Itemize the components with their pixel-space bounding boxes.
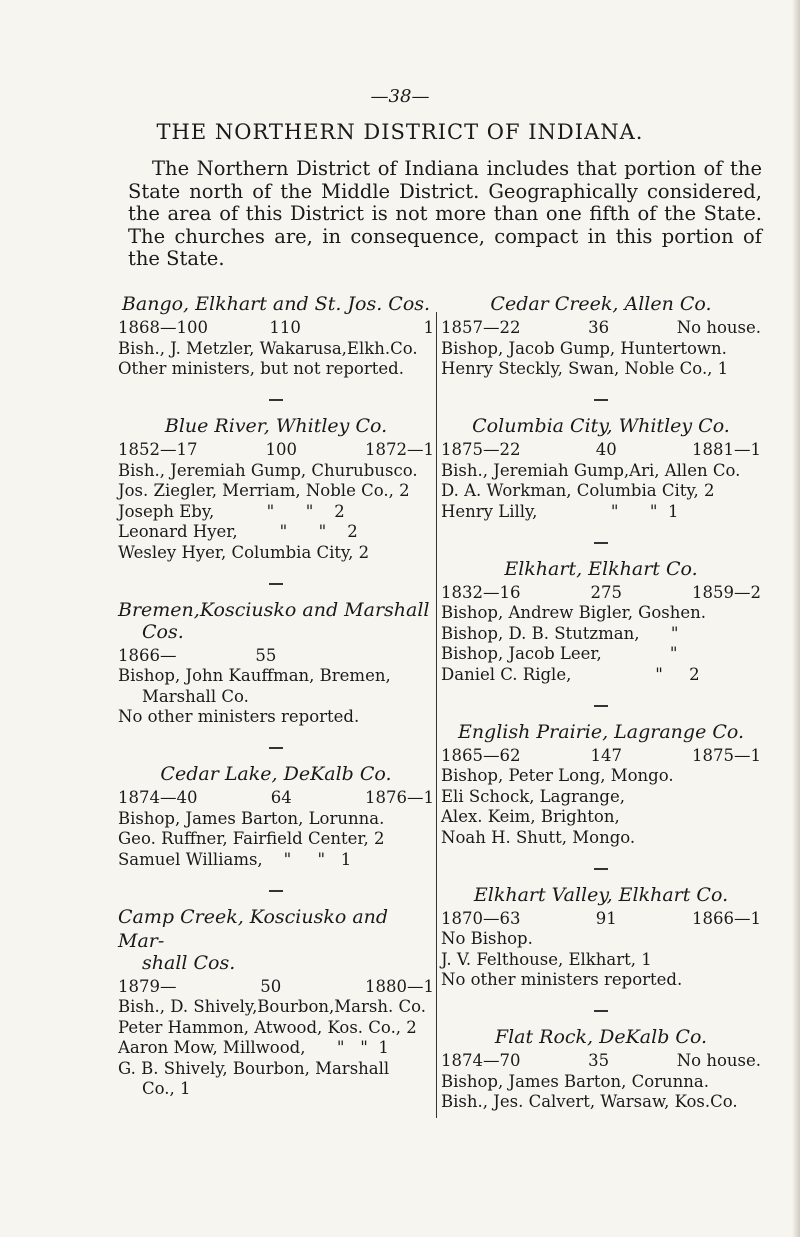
page-edge-shadow bbox=[792, 0, 800, 1237]
entry-separator bbox=[441, 390, 761, 411]
minister-line: Leonard Hyer, " " 2 bbox=[118, 522, 358, 541]
church-name: Flat Rock, DeKalb Co. bbox=[494, 1026, 708, 1048]
stat-value: 1859—2 bbox=[692, 582, 761, 602]
church-entry bbox=[118, 414, 434, 563]
separator-dash bbox=[594, 868, 608, 870]
minister-line: Wesley Hyer, Columbia City, 2 bbox=[118, 542, 370, 562]
page-title: THE NORTHERN DISTRICT OF INDIANA. bbox=[156, 120, 644, 144]
entry-separator bbox=[441, 695, 761, 716]
stat-value: No house. bbox=[676, 1051, 761, 1070]
minister-line: Marshall Co. bbox=[142, 686, 249, 706]
stat-value: 275 bbox=[590, 582, 622, 602]
minister-line: Bishop, James Barton, Lorunna. bbox=[118, 808, 385, 828]
church-name: Columbia City, Whitley Co. bbox=[472, 415, 730, 437]
church-name: Bremen,Kosciusko and Marshall bbox=[118, 598, 430, 621]
church-stats bbox=[441, 909, 761, 930]
church-entry bbox=[441, 720, 761, 849]
minister-line: Noah H. Shutt, Mongo. bbox=[441, 827, 636, 847]
minister-line: Joseph Eby, " " 2 bbox=[118, 501, 345, 521]
stat-value: 91 bbox=[595, 908, 617, 928]
church-stats bbox=[118, 318, 434, 339]
minister-line: Bishop, Jacob Leer, " bbox=[441, 644, 678, 663]
minister-line: Samuel Williams, " " 1 bbox=[118, 849, 352, 869]
stat-value: 50 bbox=[260, 976, 282, 996]
left-column bbox=[118, 292, 434, 1110]
church-stats bbox=[441, 583, 761, 604]
minister-line: Geo. Ruffner, Fairfield Center, 2 bbox=[118, 829, 385, 848]
church-entry bbox=[118, 292, 434, 380]
church-entry bbox=[118, 762, 434, 870]
church-name: Cedar Creek, Allen Co. bbox=[490, 293, 712, 315]
minister-line: Bishop, Jacob Gump, Huntertown. bbox=[441, 338, 727, 358]
minister-line: Bishop, John Kauffman, Bremen, bbox=[118, 666, 391, 685]
minister-line: Henry Lilly, " " 1 bbox=[441, 501, 679, 521]
stat-value: 110 bbox=[269, 318, 301, 337]
minister-line: Bish., Jeremiah Gump, Churubusco. bbox=[118, 460, 418, 480]
minister-line: Aaron Mow, Millwood, " " 1 bbox=[118, 1038, 389, 1057]
minister-line: D. A. Workman, Columbia City, 2 bbox=[441, 481, 715, 500]
minister-line: Bish., J. Metzler, Wakarusa,Elkh.Co. bbox=[118, 338, 418, 358]
stat-value: 40 bbox=[595, 440, 617, 459]
entry-separator bbox=[441, 532, 761, 553]
minister-line: J. V. Felthouse, Elkhart, 1 bbox=[441, 949, 652, 969]
intro-paragraph bbox=[128, 158, 762, 271]
minister-line: Alex. Keim, Brighton, bbox=[441, 807, 620, 826]
stat-value: 1874—70 bbox=[441, 1051, 521, 1070]
entry-separator bbox=[441, 1001, 761, 1022]
church-stats bbox=[441, 746, 761, 767]
separator-dash bbox=[269, 890, 283, 892]
church-stats bbox=[441, 440, 761, 461]
stat-value: 35 bbox=[588, 1051, 610, 1070]
page-number: —38— bbox=[370, 86, 430, 107]
separator-dash bbox=[594, 1010, 608, 1012]
stat-value: 1880—1 bbox=[365, 976, 434, 996]
stat-value: 1832—16 bbox=[441, 582, 521, 602]
stat-value: No house. bbox=[676, 318, 761, 337]
stat-value: 1852—17 bbox=[118, 440, 198, 459]
stat-value: 1866— bbox=[118, 645, 177, 665]
stat-value: 1866—1 bbox=[692, 908, 761, 928]
church-stats bbox=[118, 977, 434, 998]
church-name: Elkhart Valley, Elkhart Co. bbox=[473, 883, 729, 906]
minister-line: Bishop, James Barton, Corunna. bbox=[441, 1071, 709, 1091]
minister-line: Bishop, D. B. Stutzman, " bbox=[441, 623, 679, 643]
minister-line: Bish., D. Shively,Bourbon,Marsh. Co. bbox=[118, 997, 426, 1016]
church-stats bbox=[441, 1051, 761, 1072]
intro-text: The Northern District of Indiana includes that portion of the State north of the Middle District. Geographically considered, the area of this District is not more than one fifth of the State. The churches are, in consequence, compact in this portion of the State. bbox=[128, 157, 762, 270]
church-name: Bango, Elkhart and St. Jos. Cos. bbox=[121, 293, 431, 315]
entry-separator bbox=[118, 738, 434, 759]
stat-value: 1870—63 bbox=[441, 908, 521, 928]
church-stats bbox=[118, 440, 434, 461]
church-name: Elkhart, Elkhart Co. bbox=[504, 557, 698, 580]
church-entry bbox=[441, 292, 761, 380]
right-column bbox=[441, 292, 761, 1123]
church-name: English Prairie, Lagrange Co. bbox=[457, 720, 745, 743]
separator-dash bbox=[269, 747, 283, 749]
minister-line: No other ministers reported. bbox=[118, 707, 360, 726]
stat-value: 1879— bbox=[118, 976, 177, 996]
column-divider bbox=[436, 312, 437, 1118]
minister-line: Other ministers, but not reported. bbox=[118, 359, 404, 378]
minister-line: Bish., Jes. Calvert, Warsaw, Kos.Co. bbox=[441, 1092, 738, 1111]
minister-line: Daniel C. Rigle, " 2 bbox=[441, 664, 700, 684]
church-entry bbox=[118, 598, 434, 728]
church-entry bbox=[441, 883, 761, 991]
stat-value: 1874—40 bbox=[118, 788, 198, 807]
stat-value: 1875—1 bbox=[692, 745, 761, 765]
separator-dash bbox=[594, 705, 608, 707]
minister-line: Eli Schock, Lagrange, bbox=[441, 786, 625, 806]
church-entry bbox=[441, 414, 761, 522]
church-entry bbox=[118, 905, 434, 1100]
separator-dash bbox=[594, 542, 608, 544]
entry-separator bbox=[118, 573, 434, 594]
church-name-continued: Cos. bbox=[142, 620, 184, 643]
stat-value: 1857—22 bbox=[441, 318, 521, 337]
stat-value: 64 bbox=[270, 788, 292, 807]
church-name-continued: shall Cos. bbox=[142, 951, 236, 974]
stat-value: 1 bbox=[423, 318, 434, 337]
church-entry bbox=[441, 1025, 761, 1113]
minister-line: Henry Steckly, Swan, Noble Co., 1 bbox=[441, 359, 729, 378]
stat-value: 1881—1 bbox=[692, 440, 761, 459]
stat-value: 1875—22 bbox=[441, 440, 521, 459]
separator-dash bbox=[269, 399, 283, 401]
stat-value: 36 bbox=[588, 318, 610, 337]
minister-line: No Bishop. bbox=[441, 929, 533, 948]
church-name: Blue River, Whitley Co. bbox=[164, 415, 388, 437]
entry-separator bbox=[441, 858, 761, 879]
minister-line: Bishop, Peter Long, Mongo. bbox=[441, 766, 674, 785]
minister-line: Co., 1 bbox=[142, 1079, 191, 1098]
church-name: Camp Creek, Kosciusko and Mar- bbox=[118, 905, 389, 952]
entry-separator bbox=[118, 390, 434, 411]
stat-value: 1876—1 bbox=[365, 788, 434, 807]
church-stats bbox=[441, 318, 761, 339]
separator-dash bbox=[269, 583, 283, 585]
church-name: Cedar Lake, DeKalb Co. bbox=[160, 763, 392, 785]
church-entry bbox=[441, 557, 761, 686]
stat-value: 1868—100 bbox=[118, 318, 208, 337]
church-stats bbox=[118, 646, 434, 667]
minister-line: Peter Hammon, Atwood, Kos. Co., 2 bbox=[118, 1017, 417, 1037]
minister-line: Bish., Jeremiah Gump,Ari, Allen Co. bbox=[441, 460, 741, 480]
stat-value: 55 bbox=[255, 645, 277, 665]
stat-value: 1865—62 bbox=[441, 745, 521, 765]
entry-separator bbox=[118, 880, 434, 901]
stat-value: 100 bbox=[265, 440, 297, 459]
minister-line: No other ministers reported. bbox=[441, 970, 683, 989]
stat-value: 147 bbox=[590, 745, 622, 765]
minister-line: Bishop, Andrew Bigler, Goshen. bbox=[441, 603, 707, 622]
church-stats bbox=[118, 788, 434, 809]
minister-line: Jos. Ziegler, Merriam, Noble Co., 2 bbox=[118, 481, 410, 500]
separator-dash bbox=[594, 399, 608, 401]
minister-line: G. B. Shively, Bourbon, Marshall bbox=[118, 1058, 390, 1078]
stat-value: 1872—1 bbox=[365, 440, 434, 459]
